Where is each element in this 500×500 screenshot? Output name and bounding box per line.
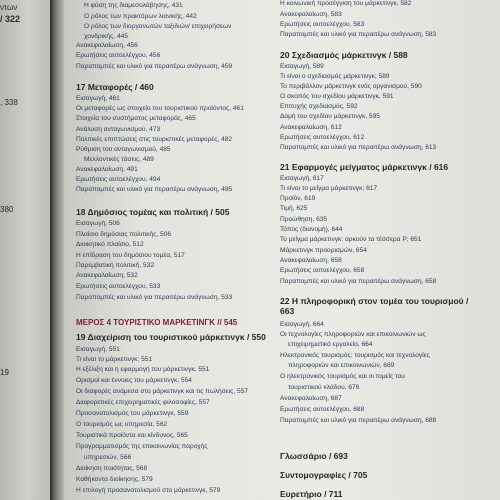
- toc-entry: Η εξέλιξη και η εφαρμογή του μάρκετινγκ, 551: [76, 366, 210, 373]
- facing-page-edge: [0, 0, 50, 500]
- toc-entry: Εισαγωγή, 664: [280, 321, 324, 328]
- toc-entry: Ερωτήσεις αυτοελέγχου, 494: [76, 176, 161, 183]
- toc-entry: Μάρκετινγκ προορισμών, 654: [280, 247, 367, 254]
- toc-entry: Προϊόν, 619: [280, 195, 316, 202]
- chapter-heading: 22 Η πληροφορική στον τομέα του τουρισμού / 663: [280, 296, 469, 316]
- chapter-heading: 21 Εφαρμογές μείγματος μάρκετινγκ / 616: [280, 162, 449, 172]
- toc-entry: Παραπομπές και υλικό για περαιτέρω ανάγνωση, 495: [76, 186, 233, 193]
- toc-entry: Οι τεχνολογίες πληροφοριών και επικοινωνιών ως: [280, 331, 426, 338]
- toc-entry: Η κοινωνική προσέγγιση του μάρκετινγκ, 582: [280, 0, 412, 7]
- toc-entry: Επιτυχής σχεδιασμός, 592: [280, 103, 358, 110]
- toc-entry: Παραπομπές και υλικό για περαιτέρω ανάγνωση, 613: [280, 144, 437, 151]
- toc-entry: Η φύση της διαμεσολάβησης, 431: [84, 2, 183, 9]
- toc-entry: Τι είναι ο σχεδιασμός μάρκετινγκ; 589: [280, 73, 390, 80]
- toc-entry: Ορισμοί και έννοιες του μάρκετινγκ, 554: [76, 377, 192, 384]
- toc-entry: Οι μεταφορές ως στοιχείο του τουριστικού προϊόντος, 461: [76, 105, 244, 112]
- toc-entry: Παραπομπές και υλικό για περαιτέρω ανάγνωση, 459: [76, 63, 233, 70]
- toc-entry: Καθήκοντα διοίκησης, 579: [76, 476, 153, 483]
- toc-entry: Τόπος (διανομή), 644: [280, 226, 343, 233]
- toc-entry: επιχειρηματικό εργαλείο, 664: [288, 341, 373, 348]
- toc-entry: Διοικητικό πλαίσιο, 512: [76, 241, 144, 248]
- part-heading: ΜΕΡΟΣ 4 ΤΟΥΡΙΣΤΙΚΟ ΜΑΡΚΕΤΙΝΓΚ // 545: [76, 318, 238, 327]
- toc-entry: Ερωτήσεις αυτοελέγχου, 658: [280, 267, 365, 274]
- toc-entry: Παραπομπές και υλικό για περαιτέρω ανάγνωση, 583: [280, 31, 437, 38]
- chapter-heading: 19 Διαχείριση του τουριστικού μάρκετινγκ / 550: [76, 332, 266, 342]
- toc-entry: Στοιχεία του συστήματος μεταφοράς, 465: [76, 115, 196, 122]
- toc-entry: Ο ηλεκτρονικός τουρισμός και οι τομείς του: [280, 373, 405, 380]
- toc-entry: Τι είναι το μάρκετινγκ; 551: [76, 356, 153, 363]
- toc-entry: Η επιλογή προσανατολισμού στο μάρκετινγκ, 579: [76, 487, 221, 494]
- table-of-contents-page: [64, 0, 500, 500]
- toc-entry: Προώθηση, 635: [280, 216, 328, 223]
- toc-entry: Οι διαφορές ανάμεσα στο μάρκετινγκ και τις πωλήσεις, 557: [76, 388, 249, 395]
- toc-entry: Ανακεφαλαίωση, 658: [280, 257, 342, 264]
- toc-entry: Ερωτήσεις αυτοελέγχου, 688: [280, 406, 365, 413]
- toc-entry: Παρεμβατική πολιτική, 532: [76, 262, 154, 269]
- facing-page-fragment: ντων: [0, 3, 18, 12]
- toc-entry: Ο σκοπός του σχεδίου μάρκετινγκ, 591: [280, 93, 394, 100]
- back-matter-abbreviations: Συντομογραφίες / 705: [280, 470, 368, 480]
- toc-entry: Εισαγωγή, 461: [76, 95, 120, 102]
- toc-entry: Ηλεκτρονικός τουρισμός: τουρισμός και τεχνολογίες: [280, 352, 430, 359]
- toc-entry: Παραπομπές και υλικό για περαιτέρω ανάγνωση, 658: [280, 278, 437, 285]
- toc-entry: τουριστικού κλάδου, 676: [288, 384, 360, 391]
- toc-entry: Παραπομπές και υλικό για περαιτέρω ανάγνωση, 688: [280, 417, 437, 424]
- toc-entry: Παραπομπές και υλικό για περαιτέρω ανάγνωση, 533: [76, 294, 233, 301]
- toc-entry: Τιμή, 625: [280, 205, 308, 212]
- toc-entry: Ο ρόλος των διοργανωτών ταξιδιών/ επιχειρήσεων: [84, 23, 232, 30]
- toc-entry: Ερωτήσεις αυτοελέγχου, 456: [76, 52, 161, 59]
- toc-entry: Ο ρόλος των πρακτόρων λιανικής, 442: [84, 13, 197, 20]
- toc-entry: Προγραμματισμός της επικοινωνίας παροχής: [76, 443, 208, 450]
- toc-entry: Εισαγωγή, 589: [280, 63, 324, 70]
- toc-entry: Το μείγμα μάρκετινγκ: αρκούν τα τέσσερα P; 651: [280, 236, 422, 243]
- chapter-heading: 18 Δημόσιος τομέας και πολιτική / 505: [76, 207, 230, 217]
- toc-entry: Ο τουρισμός ως υπηρεσία, 562: [76, 421, 168, 428]
- toc-entry: Εισαγωγή, 551: [76, 346, 120, 353]
- back-matter-index: Ευρετήριο / 711: [280, 489, 343, 499]
- toc-entry: Ανακεφαλαίωση, 491: [76, 166, 138, 173]
- toc-entry: Τουριστικά προϊόντα και κίνδυνος, 565: [76, 432, 188, 439]
- toc-entry: Ανακεφαλαίωση, 687: [280, 395, 342, 402]
- toc-entry: Μελλοντικές τάσεις, 489: [84, 156, 154, 163]
- facing-page-fragment: 19: [0, 368, 9, 377]
- toc-entry: Ερωτήσεις αυτοελέγχου, 612: [280, 134, 365, 141]
- toc-entry: χονδρικής, 445: [84, 33, 128, 40]
- toc-entry: Προσανατολισμός του μάρκετινγκ, 559: [76, 410, 189, 417]
- toc-entry: Ανακεφαλαίωση, 456: [76, 42, 138, 49]
- facing-page-fragment: , 338: [0, 98, 18, 107]
- toc-entry: Ερωτήσεις αυτοελέγχου, 533: [76, 283, 161, 290]
- facing-page-fragment: / 322: [0, 14, 21, 24]
- toc-entry: Εισαγωγή, 617: [280, 175, 324, 182]
- toc-entry: πληροφοριών και επικοινωνιών, 669: [288, 362, 395, 369]
- toc-entry: Ανάλυση ανταγωνισμού, 473: [76, 126, 161, 133]
- facing-page-fragment: 380: [0, 205, 14, 214]
- toc-entry: Ανακεφαλαίωση, 612: [280, 124, 342, 131]
- book-gutter: [50, 0, 64, 500]
- toc-entry: Ανακεφαλαίωση, 583: [280, 11, 342, 18]
- toc-entry: Το περιβάλλον μάρκετινγκ ενός οργανισμού, 590: [280, 83, 422, 90]
- toc-entry: Δομή του σχεδίου μάρκετινγκ, 595: [280, 113, 380, 120]
- toc-entry: Πολιτικές επιπτώσεις στις τουριστικές μεταφορές, 482: [76, 136, 233, 143]
- back-matter-glossary: Γλωσσάριο / 693: [280, 451, 348, 461]
- toc-entry: Διοίκηση ποιότητας, 568: [76, 465, 148, 472]
- toc-entry: Τι είναι το μείγμα μάρκετινγκ; 617: [280, 185, 378, 192]
- toc-entry: Διαφορετικές επιχειρηματικές φιλοσοφίες, 557: [76, 399, 210, 406]
- toc-entry: Πλαίσιο δημόσιας πολιτικής, 506: [76, 231, 172, 238]
- chapter-heading: 17 Μεταφορές / 460: [76, 82, 154, 92]
- toc-entry: Ανακεφαλαίωση, 532: [76, 272, 138, 279]
- toc-entry: Ερωτήσεις αυτοελέγχου, 583: [280, 21, 365, 28]
- toc-entry: υπηρεσιών, 566: [84, 454, 132, 461]
- chapter-heading: 20 Σχεδιασμός μάρκετινγκ / 588: [280, 50, 408, 60]
- toc-entry: Εισαγωγή, 506: [76, 220, 120, 227]
- toc-entry: Ρύθμιση του ανταγωνισμού, 485: [76, 146, 171, 153]
- toc-entry: Η επίδραση του δημόσιου τομέα, 517: [76, 252, 185, 259]
